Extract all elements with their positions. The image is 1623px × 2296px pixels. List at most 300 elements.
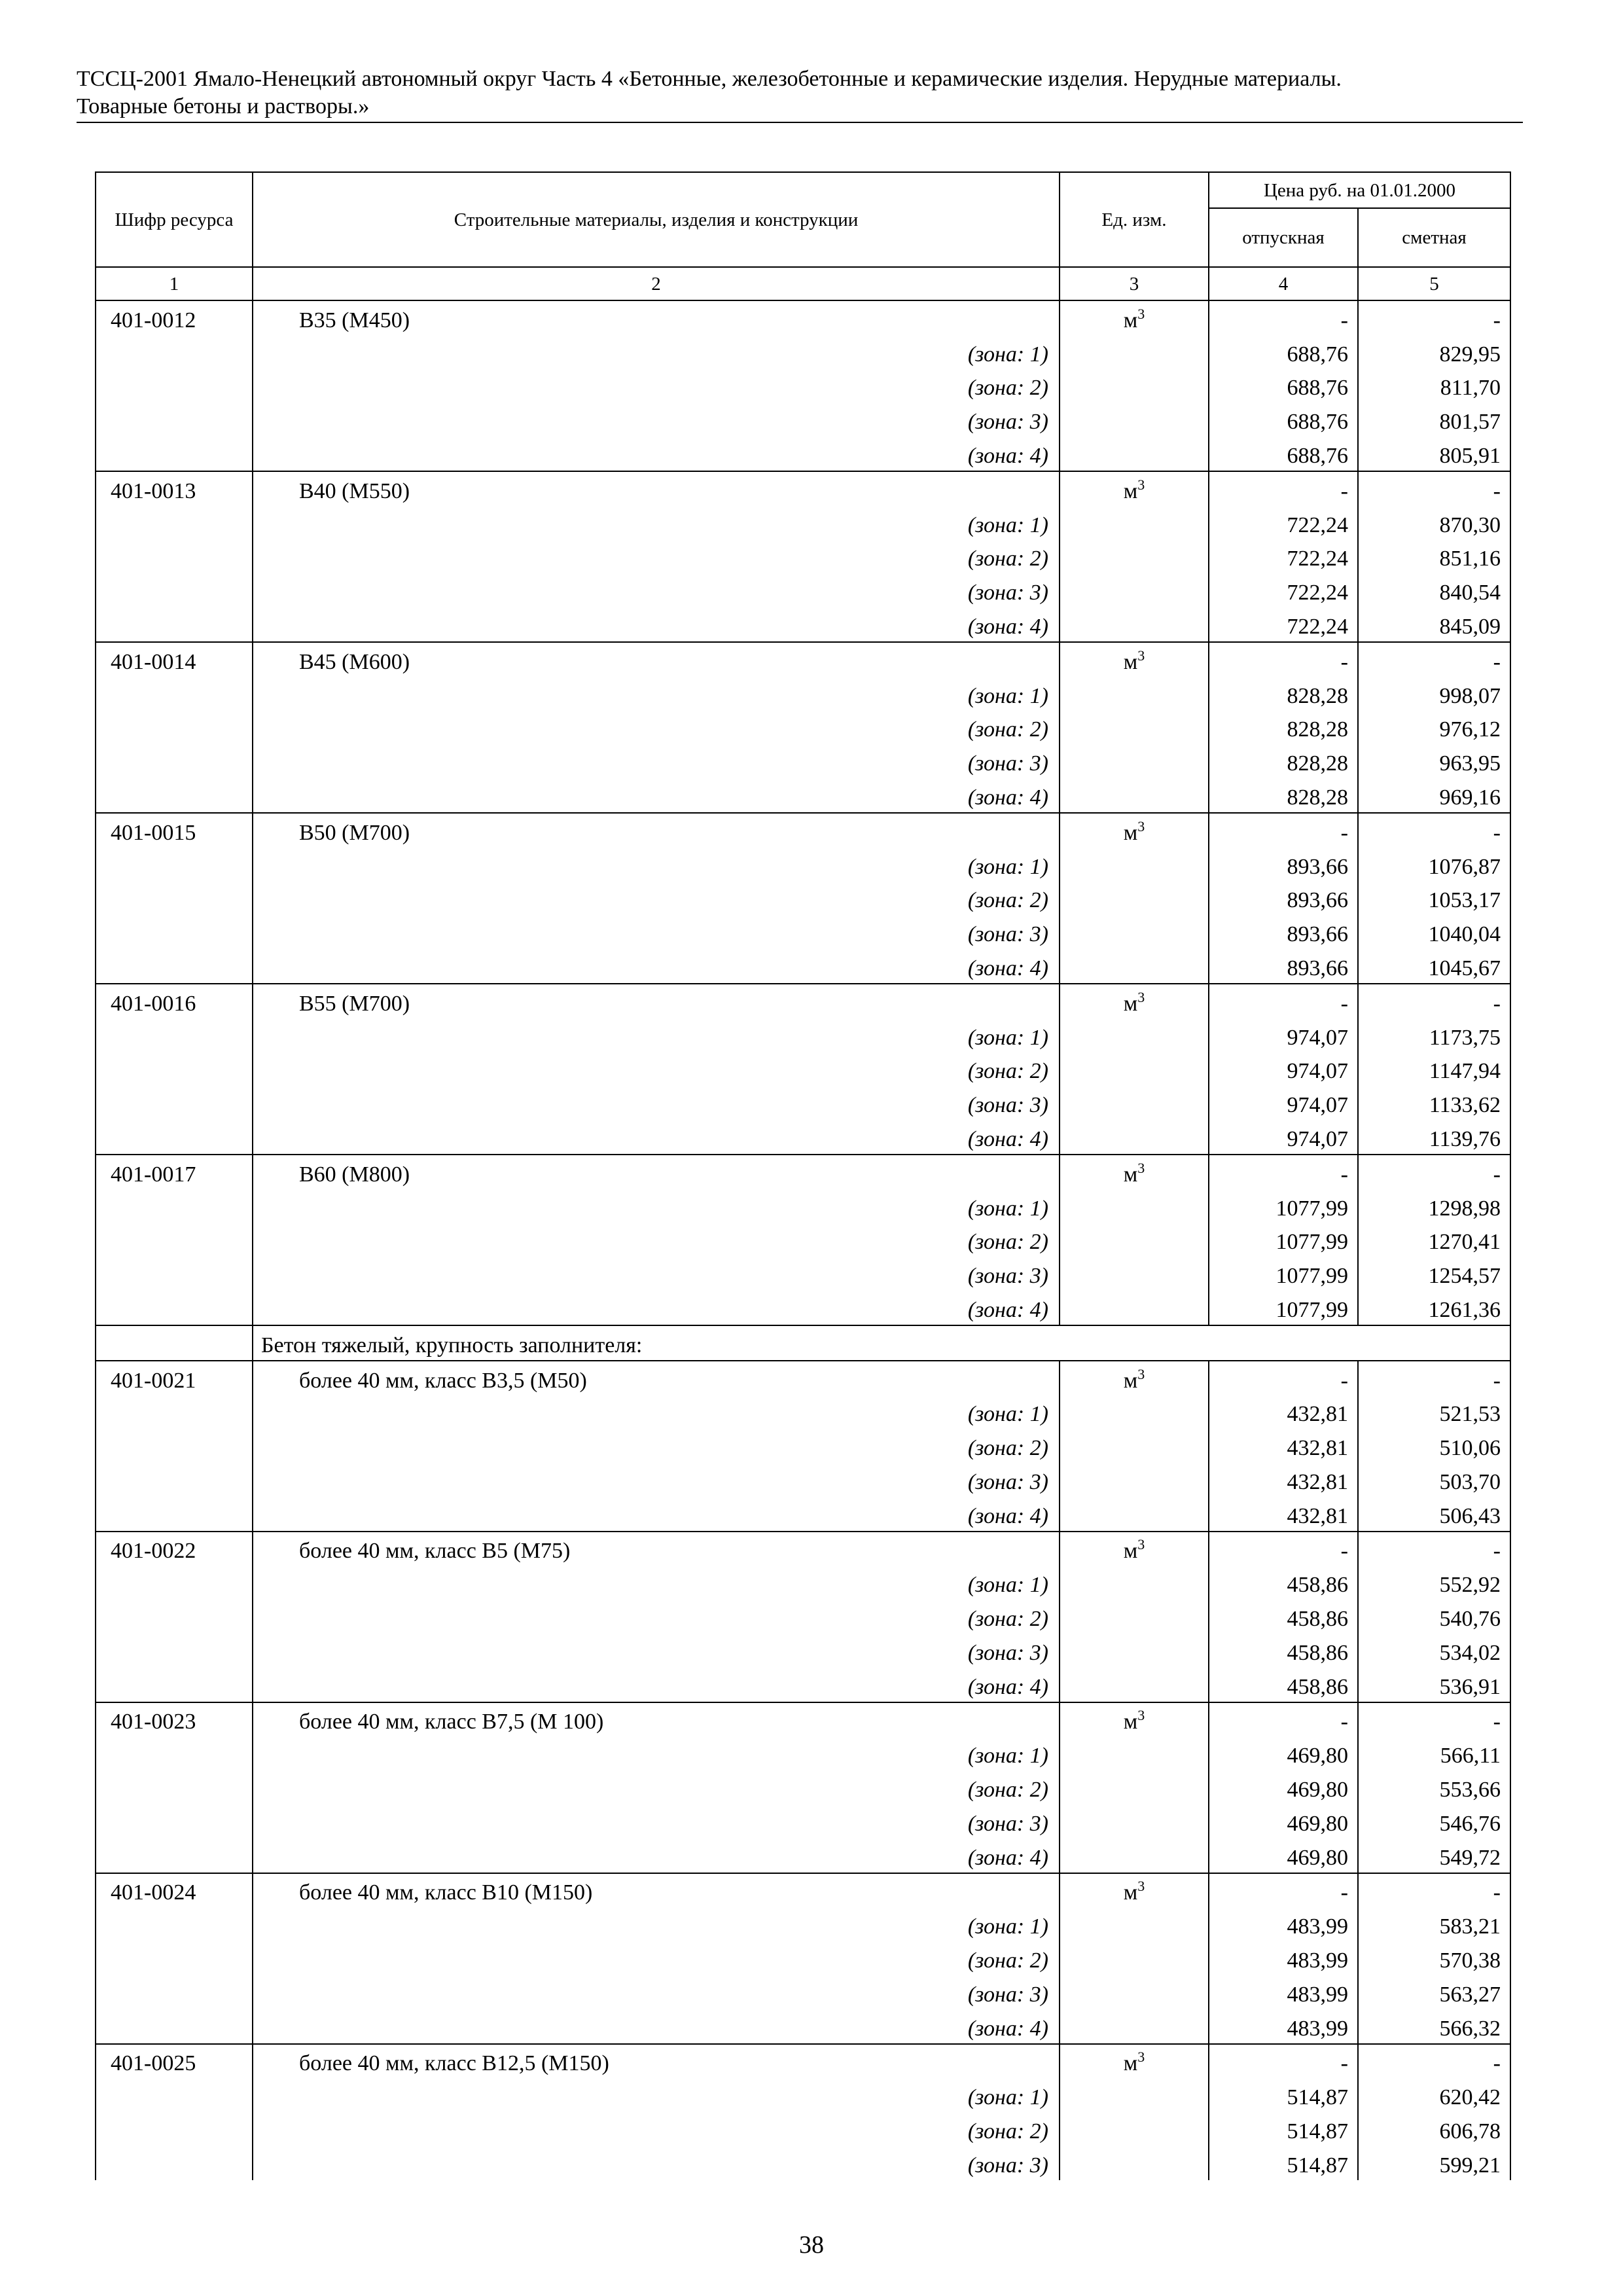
empty-cell <box>96 1804 253 1839</box>
empty-cell <box>96 1668 253 1702</box>
price-table <box>95 171 1511 2180</box>
unit-label: м <box>1123 1539 1138 1564</box>
column-header-estimate-price: сметная <box>1358 208 1510 267</box>
empty-cell <box>1060 1257 1209 1291</box>
empty-cell <box>96 1907 253 1941</box>
unit-label: м <box>1123 1162 1138 1187</box>
zone-row <box>96 1223 1510 1257</box>
unit-label: м <box>1123 478 1138 503</box>
release-price: - <box>1209 1873 1358 1908</box>
release-price: 974,07 <box>1209 1052 1358 1086</box>
estimate-price: 549,72 <box>1358 1839 1510 1873</box>
unit-exponent: 3 <box>1137 2049 1145 2066</box>
release-price: 483,99 <box>1209 1941 1358 1975</box>
resource-row <box>96 471 1510 506</box>
zone-row <box>96 573 1510 607</box>
zone-label: (зона: 4) <box>253 1839 1060 1873</box>
empty-cell <box>96 1634 253 1668</box>
zone-label: (зона: 3) <box>253 1975 1060 2009</box>
zone-row <box>96 1395 1510 1429</box>
release-price: 514,87 <box>1209 2112 1358 2146</box>
zone-label: (зона: 2) <box>253 882 1060 916</box>
empty-cell <box>96 1566 253 1600</box>
release-price: 483,99 <box>1209 1907 1358 1941</box>
estimate-price: 1261,36 <box>1358 1291 1510 1325</box>
release-price: 828,28 <box>1209 677 1358 711</box>
empty-cell <box>1060 2078 1209 2112</box>
empty-cell <box>1060 1566 1209 1600</box>
release-price: 893,66 <box>1209 882 1358 916</box>
resource-code: 401-0021 <box>96 1361 253 1395</box>
zone-row <box>96 949 1510 984</box>
empty-cell <box>96 1223 253 1257</box>
empty-cell <box>1060 1463 1209 1497</box>
zone-label: (зона: 3) <box>253 1634 1060 1668</box>
empty-cell <box>96 882 253 916</box>
zone-row <box>96 711 1510 745</box>
release-price: - <box>1209 984 1358 1018</box>
release-price: 722,24 <box>1209 573 1358 607</box>
empty-cell <box>1060 1770 1209 1804</box>
empty-cell <box>1060 2112 1209 2146</box>
zone-row <box>96 1257 1510 1291</box>
zone-label: (зона: 3) <box>253 2146 1060 2180</box>
unit-exponent: 3 <box>1137 305 1145 322</box>
empty-cell <box>96 1291 253 1325</box>
estimate-price: 1133,62 <box>1358 1086 1510 1120</box>
resource-name: B55 (M700) <box>253 984 1060 1018</box>
release-price: - <box>1209 1155 1358 1189</box>
empty-cell <box>96 1257 253 1291</box>
unit-exponent: 3 <box>1137 1707 1145 1724</box>
unit-cell <box>1060 471 1209 506</box>
resource-row <box>96 1361 1510 1395</box>
empty-cell <box>1060 1668 1209 1702</box>
unit-cell <box>1060 1702 1209 1737</box>
estimate-price: - <box>1358 2044 1510 2079</box>
unit-cell <box>1060 984 1209 1018</box>
estimate-price: 1270,41 <box>1358 1223 1510 1257</box>
release-price: - <box>1209 471 1358 506</box>
resource-row <box>96 642 1510 677</box>
zone-row <box>96 607 1510 642</box>
estimate-price: 566,11 <box>1358 1736 1510 1770</box>
zone-label: (зона: 1) <box>253 848 1060 882</box>
header-title-line-2: Товарные бетоны и растворы.» <box>77 94 370 118</box>
empty-cell <box>1060 1086 1209 1120</box>
resource-row <box>96 300 1510 335</box>
estimate-price: 845,09 <box>1358 607 1510 642</box>
empty-cell <box>1060 915 1209 949</box>
release-price: 688,76 <box>1209 335 1358 369</box>
empty-cell <box>96 1600 253 1634</box>
zone-label: (зона: 4) <box>253 1120 1060 1155</box>
unit-cell <box>1060 1873 1209 1908</box>
resource-name: более 40 мм, класс B7,5 (M 100) <box>253 1702 1060 1737</box>
column-header-name: Строительные материалы, изделия и конструкции <box>253 172 1060 267</box>
release-price: 432,81 <box>1209 1497 1358 1532</box>
zone-label: (зона: 2) <box>253 540 1060 574</box>
zone-label: (зона: 2) <box>253 2112 1060 2146</box>
zone-label: (зона: 2) <box>253 1429 1060 1463</box>
estimate-price: 976,12 <box>1358 711 1510 745</box>
estimate-price: 553,66 <box>1358 1770 1510 1804</box>
resource-code: 401-0012 <box>96 300 253 335</box>
table-body <box>96 300 1510 2180</box>
empty-cell <box>96 573 253 607</box>
empty-cell <box>1060 711 1209 745</box>
estimate-price: 840,54 <box>1358 573 1510 607</box>
estimate-price: - <box>1358 984 1510 1018</box>
estimate-price: 563,27 <box>1358 1975 1510 2009</box>
zone-label: (зона: 3) <box>253 915 1060 949</box>
zone-row <box>96 882 1510 916</box>
empty-cell <box>96 778 253 813</box>
zone-label: (зона: 1) <box>253 335 1060 369</box>
release-price: 974,07 <box>1209 1120 1358 1155</box>
empty-cell <box>1060 437 1209 471</box>
estimate-price: 540,76 <box>1358 1600 1510 1634</box>
column-number: 4 <box>1209 267 1358 300</box>
estimate-price: 534,02 <box>1358 1634 1510 1668</box>
empty-cell <box>96 1770 253 1804</box>
empty-cell <box>1060 1291 1209 1325</box>
empty-cell <box>96 915 253 949</box>
zone-label: (зона: 1) <box>253 1566 1060 1600</box>
zone-row <box>96 1600 1510 1634</box>
zone-row <box>96 1497 1510 1532</box>
zone-label: (зона: 1) <box>253 1395 1060 1429</box>
resource-code: 401-0025 <box>96 2044 253 2079</box>
estimate-price: 536,91 <box>1358 1668 1510 1702</box>
estimate-price: 1298,98 <box>1358 1189 1510 1223</box>
release-price: 1077,99 <box>1209 1223 1358 1257</box>
section-row <box>96 1325 1510 1361</box>
zone-label: (зона: 4) <box>253 949 1060 984</box>
zone-row <box>96 915 1510 949</box>
resource-row <box>96 1873 1510 1908</box>
zone-row <box>96 403 1510 437</box>
estimate-price: - <box>1358 300 1510 335</box>
unit-label: м <box>1123 991 1138 1016</box>
estimate-price: 1045,67 <box>1358 949 1510 984</box>
empty-cell <box>96 2112 253 2146</box>
empty-cell <box>96 1052 253 1086</box>
estimate-price: 599,21 <box>1358 2146 1510 2180</box>
zone-label: (зона: 1) <box>253 506 1060 540</box>
unit-exponent: 3 <box>1137 1536 1145 1553</box>
empty-cell <box>1060 1941 1209 1975</box>
empty-cell <box>96 1120 253 1155</box>
release-price: 688,76 <box>1209 437 1358 471</box>
estimate-price: 969,16 <box>1358 778 1510 813</box>
release-price: 458,86 <box>1209 1566 1358 1600</box>
empty-cell <box>1060 778 1209 813</box>
estimate-price: 1173,75 <box>1358 1018 1510 1052</box>
zone-row <box>96 677 1510 711</box>
zone-row <box>96 1291 1510 1325</box>
resource-name: более 40 мм, класс B3,5 (M50) <box>253 1361 1060 1395</box>
column-header-price: Цена руб. на 01.01.2000 <box>1209 172 1510 208</box>
resource-row <box>96 984 1510 1018</box>
zone-label: (зона: 1) <box>253 1736 1060 1770</box>
release-price: 722,24 <box>1209 540 1358 574</box>
unit-label: м <box>1123 1880 1138 1905</box>
column-header-code: Шифр ресурса <box>96 172 253 267</box>
estimate-price: 1254,57 <box>1358 1257 1510 1291</box>
zone-label: (зона: 4) <box>253 437 1060 471</box>
zone-row <box>96 1770 1510 1804</box>
resource-name: B60 (M800) <box>253 1155 1060 1189</box>
zone-label: (зона: 2) <box>253 1052 1060 1086</box>
empty-cell <box>96 2078 253 2112</box>
empty-cell <box>96 1497 253 1532</box>
unit-cell <box>1060 2044 1209 2079</box>
release-price: 893,66 <box>1209 949 1358 984</box>
zone-label: (зона: 3) <box>253 744 1060 778</box>
release-price: 458,86 <box>1209 1600 1358 1634</box>
header-divider <box>77 122 1523 123</box>
resource-code: 401-0016 <box>96 984 253 1018</box>
resource-row <box>96 1702 1510 1737</box>
estimate-price: 811,70 <box>1358 369 1510 403</box>
empty-cell <box>96 848 253 882</box>
empty-cell <box>96 744 253 778</box>
release-price: 432,81 <box>1209 1429 1358 1463</box>
column-header-release-price: отпускная <box>1209 208 1358 267</box>
empty-cell <box>96 1018 253 1052</box>
unit-label: м <box>1123 1368 1138 1393</box>
zone-row <box>96 1804 1510 1839</box>
empty-cell <box>1060 506 1209 540</box>
unit-exponent: 3 <box>1137 988 1145 1005</box>
zone-row <box>96 1120 1510 1155</box>
empty-cell <box>96 2146 253 2180</box>
zone-label: (зона: 3) <box>253 1086 1060 1120</box>
zone-row <box>96 848 1510 882</box>
release-price: - <box>1209 1532 1358 1566</box>
zone-label: (зона: 3) <box>253 1257 1060 1291</box>
estimate-price: - <box>1358 1532 1510 1566</box>
unit-cell <box>1060 642 1209 677</box>
empty-cell <box>1060 1634 1209 1668</box>
zone-row <box>96 1086 1510 1120</box>
column-numbers-row <box>96 267 1510 300</box>
zone-label: (зона: 2) <box>253 1770 1060 1804</box>
release-price: - <box>1209 2044 1358 2079</box>
zone-label: (зона: 4) <box>253 1668 1060 1702</box>
release-price: 974,07 <box>1209 1086 1358 1120</box>
column-number: 5 <box>1358 267 1510 300</box>
release-price: 1077,99 <box>1209 1291 1358 1325</box>
estimate-price: 1139,76 <box>1358 1120 1510 1155</box>
zone-row <box>96 437 1510 471</box>
empty-cell <box>1060 2146 1209 2180</box>
release-price: 483,99 <box>1209 1975 1358 2009</box>
release-price: 828,28 <box>1209 744 1358 778</box>
empty-cell <box>96 1839 253 1873</box>
zone-label: (зона: 2) <box>253 1223 1060 1257</box>
zone-row <box>96 1429 1510 1463</box>
empty-cell <box>96 335 253 369</box>
empty-cell <box>96 1395 253 1429</box>
estimate-price: 1040,04 <box>1358 915 1510 949</box>
zone-label: (зона: 4) <box>253 2009 1060 2044</box>
estimate-price: 606,78 <box>1358 2112 1510 2146</box>
estimate-price: 521,53 <box>1358 1395 1510 1429</box>
resource-row <box>96 1155 1510 1189</box>
empty-cell <box>1060 573 1209 607</box>
empty-cell <box>1060 369 1209 403</box>
estimate-price: 963,95 <box>1358 744 1510 778</box>
estimate-price: 851,16 <box>1358 540 1510 574</box>
empty-cell <box>1060 1736 1209 1770</box>
resource-name: более 40 мм, класс B12,5 (M150) <box>253 2044 1060 2079</box>
unit-label: м <box>1123 649 1138 674</box>
estimate-price: 570,38 <box>1358 1941 1510 1975</box>
unit-label: м <box>1123 820 1138 845</box>
empty-cell <box>96 1463 253 1497</box>
estimate-price: - <box>1358 1155 1510 1189</box>
column-header-unit: Ед. изм. <box>1060 172 1209 267</box>
unit-label: м <box>1123 2051 1138 2076</box>
zone-row <box>96 2146 1510 2180</box>
resource-name: B50 (M700) <box>253 813 1060 848</box>
unit-exponent: 3 <box>1137 1365 1145 1382</box>
empty-cell <box>96 677 253 711</box>
resource-code: 401-0013 <box>96 471 253 506</box>
estimate-price: - <box>1358 1873 1510 1908</box>
estimate-price: 801,57 <box>1358 403 1510 437</box>
estimate-price: 998,07 <box>1358 677 1510 711</box>
unit-exponent: 3 <box>1137 1878 1145 1895</box>
release-price: - <box>1209 1361 1358 1395</box>
resource-name: B40 (M550) <box>253 471 1060 506</box>
unit-exponent: 3 <box>1137 647 1145 664</box>
zone-row <box>96 540 1510 574</box>
empty-cell <box>1060 1600 1209 1634</box>
zone-row <box>96 506 1510 540</box>
estimate-price: 510,06 <box>1358 1429 1510 1463</box>
zone-row <box>96 2009 1510 2044</box>
estimate-price: 546,76 <box>1358 1804 1510 1839</box>
estimate-price: 552,92 <box>1358 1566 1510 1600</box>
unit-exponent: 3 <box>1137 817 1145 834</box>
release-price: 469,80 <box>1209 1736 1358 1770</box>
estimate-price: 829,95 <box>1358 335 1510 369</box>
release-price: 688,76 <box>1209 369 1358 403</box>
zone-row <box>96 1839 1510 1873</box>
resource-name: B45 (M600) <box>253 642 1060 677</box>
empty-cell <box>1060 1804 1209 1839</box>
resource-code: 401-0023 <box>96 1702 253 1737</box>
empty-cell <box>96 1941 253 1975</box>
release-price: 432,81 <box>1209 1395 1358 1429</box>
estimate-price: 566,32 <box>1358 2009 1510 2044</box>
zone-label: (зона: 3) <box>253 1804 1060 1839</box>
zone-label: (зона: 1) <box>253 1189 1060 1223</box>
zone-row <box>96 1736 1510 1770</box>
empty-cell <box>1060 403 1209 437</box>
empty-cell <box>1060 1018 1209 1052</box>
empty-cell <box>1060 335 1209 369</box>
resource-row <box>96 1532 1510 1566</box>
empty-cell <box>1060 1223 1209 1257</box>
zone-row <box>96 1668 1510 1702</box>
unit-cell <box>1060 813 1209 848</box>
estimate-price: 1076,87 <box>1358 848 1510 882</box>
release-price: 893,66 <box>1209 915 1358 949</box>
zone-label: (зона: 3) <box>253 403 1060 437</box>
empty-cell <box>1060 744 1209 778</box>
zone-row <box>96 2078 1510 2112</box>
release-price: 469,80 <box>1209 1770 1358 1804</box>
estimate-price: 583,21 <box>1358 1907 1510 1941</box>
empty-cell <box>1060 1497 1209 1532</box>
column-number: 2 <box>253 267 1060 300</box>
page-number: 38 <box>799 2231 824 2259</box>
empty-cell <box>96 540 253 574</box>
unit-label: м <box>1123 1710 1138 1734</box>
zone-label: (зона: 1) <box>253 1907 1060 1941</box>
empty-cell <box>96 1086 253 1120</box>
release-price: 514,87 <box>1209 2146 1358 2180</box>
page-header <box>77 65 1523 120</box>
estimate-price: - <box>1358 471 1510 506</box>
resource-row <box>96 813 1510 848</box>
release-price: 514,87 <box>1209 2078 1358 2112</box>
release-price: - <box>1209 642 1358 677</box>
zone-label: (зона: 1) <box>253 677 1060 711</box>
empty-cell <box>1060 540 1209 574</box>
empty-cell <box>1060 1907 1209 1941</box>
estimate-price: 620,42 <box>1358 2078 1510 2112</box>
release-price: 893,66 <box>1209 848 1358 882</box>
zone-row <box>96 335 1510 369</box>
zone-label: (зона: 4) <box>253 778 1060 813</box>
empty-cell <box>96 1189 253 1223</box>
estimate-price: - <box>1358 1702 1510 1737</box>
release-price: 722,24 <box>1209 506 1358 540</box>
release-price: 469,80 <box>1209 1839 1358 1873</box>
release-price: 828,28 <box>1209 778 1358 813</box>
zone-row <box>96 778 1510 813</box>
resource-code: 401-0015 <box>96 813 253 848</box>
estimate-price: 870,30 <box>1358 506 1510 540</box>
empty-cell <box>96 1429 253 1463</box>
release-price: - <box>1209 300 1358 335</box>
empty-cell <box>1060 1189 1209 1223</box>
empty-cell <box>96 506 253 540</box>
unit-cell <box>1060 1155 1209 1189</box>
estimate-price: 506,43 <box>1358 1497 1510 1532</box>
column-number: 1 <box>96 267 253 300</box>
release-price: 432,81 <box>1209 1463 1358 1497</box>
zone-row <box>96 1941 1510 1975</box>
column-number: 3 <box>1060 267 1209 300</box>
empty-cell <box>1060 848 1209 882</box>
header-title-line-1: ТССЦ-2001 Ямало-Ненецкий автономный округ Часть 4 «Бетонные, железобетонные и керамические изделия. Нерудные материалы. <box>77 67 1342 91</box>
zone-label: (зона: 4) <box>253 1291 1060 1325</box>
release-price: 458,86 <box>1209 1668 1358 1702</box>
zone-row <box>96 1052 1510 1086</box>
empty-cell <box>1060 1839 1209 1873</box>
estimate-price: 805,91 <box>1358 437 1510 471</box>
zone-row <box>96 1189 1510 1223</box>
zone-label: (зона: 2) <box>253 711 1060 745</box>
resource-name: более 40 мм, класс B10 (M150) <box>253 1873 1060 1908</box>
release-price: 458,86 <box>1209 1634 1358 1668</box>
